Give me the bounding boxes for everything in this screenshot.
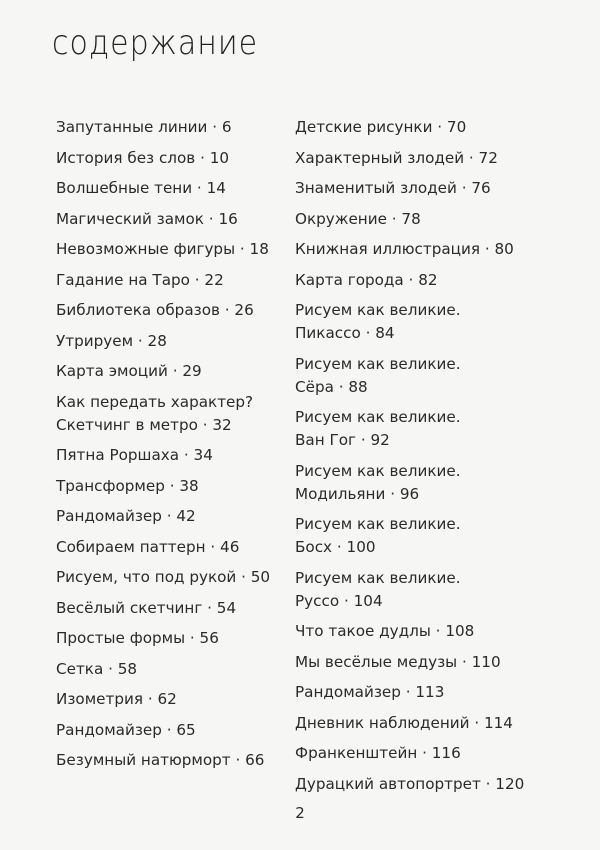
toc-entry-line: Характерный злодей · 72 [295, 148, 498, 167]
toc-entry-line: Что такое дудлы · 108 [295, 622, 475, 640]
toc-entry-line: Запутанные линии · 6 [56, 118, 232, 136]
toc-entry [295, 147, 535, 170]
toc-entry-line: Волшебные тени · 14 [56, 179, 226, 197]
toc-entry [56, 719, 286, 742]
toc-entry [295, 742, 535, 765]
toc-entry [56, 177, 286, 200]
toc-entry [295, 177, 535, 200]
toc-entry [56, 688, 286, 711]
toc-entry [295, 567, 535, 613]
toc-entry-line: Магический замок · 16 [56, 209, 238, 228]
toc-entry [295, 299, 535, 345]
toc-entry [295, 773, 535, 796]
toc-entry-line: Дурацкий автопортрет · 120 [295, 774, 525, 793]
toc-entry [295, 238, 535, 261]
toc-entry [56, 475, 286, 498]
toc-entry [295, 269, 535, 292]
toc-entry-line: Рисуем как великие. [295, 461, 461, 480]
toc-entry [56, 238, 286, 261]
toc-entry-line: Детские рисунки · 70 [295, 118, 467, 136]
toc-entry-line: Пикассо · 84 [295, 324, 395, 342]
toc-entry-line: История без слов · 10 [56, 148, 230, 167]
toc-entry-line: Сёра · 88 [295, 377, 368, 396]
toc-entry [295, 712, 535, 735]
toc-entry [56, 299, 286, 322]
toc-entry-line: Рисуем как великие. [295, 301, 461, 319]
toc-entry-line: Гадание на Таро · 22 [56, 270, 224, 289]
toc-entry-line: Книжная иллюстрация · 80 [295, 240, 514, 258]
toc-column-left [56, 116, 286, 780]
toc-entry [295, 620, 535, 643]
toc-entry [295, 651, 535, 674]
toc-entry-line: Окружение · 78 [295, 209, 421, 228]
toc-column-right [295, 116, 535, 803]
toc-entry-line: Рандомайзер · 65 [56, 720, 196, 739]
toc-entry-line: Собираем паттерн · 46 [56, 537, 240, 556]
toc-entry [295, 513, 535, 559]
toc-entry-line: Карта эмоций · 29 [56, 362, 202, 380]
toc-entry-line: Франкенштейн · 116 [295, 744, 461, 762]
toc-entry-line: Трансформер · 38 [56, 476, 199, 495]
toc-entry-line: Дневник наблюдений · 114 [295, 713, 513, 732]
toc-entry-line: Пятна Роршаха · 34 [56, 446, 213, 464]
toc-entry-line: Знаменитый злодей · 76 [295, 179, 491, 197]
toc-entry-line: Библиотека образов · 26 [56, 301, 254, 319]
toc-entry [295, 460, 535, 506]
toc-entry-line: Рандомайзер · 42 [56, 507, 196, 525]
toc-entry [56, 749, 286, 772]
toc-entry-line: Простые формы · 56 [56, 629, 219, 647]
toc-entry-line: Модильяни · 96 [295, 484, 420, 503]
toc-entry-line: Рисуем как великие. [295, 568, 461, 587]
toc-entry [56, 269, 286, 292]
toc-entry [56, 208, 286, 231]
toc-entry-line: Карта города · 82 [295, 270, 438, 289]
toc-entry [56, 597, 286, 620]
toc-entry [56, 147, 286, 170]
toc-entry [295, 681, 535, 704]
toc-entry [56, 566, 286, 589]
toc-entry-line: Рисуем как великие. [295, 354, 461, 373]
toc-entry-line: Как передать характер? [56, 392, 254, 411]
toc-entry [295, 208, 535, 231]
toc-entry-line: Невозможные фигуры · 18 [56, 240, 269, 258]
toc-entry-line: Весёлый скетчинг · 54 [56, 598, 237, 617]
toc-entry-line: Рисуем, что под рукой · 50 [56, 568, 271, 586]
toc-entry [295, 353, 535, 399]
toc-entry [56, 658, 286, 681]
toc-entry [56, 536, 286, 559]
toc-entry [56, 627, 286, 650]
toc-entry-line: Безумный натюрморт · 66 [56, 751, 265, 769]
toc-entry [56, 330, 286, 353]
toc-entry-line: Скетчинг в метро · 32 [56, 415, 232, 434]
toc-entry [295, 406, 535, 452]
toc-entry-line: Рисуем как великие. [295, 408, 461, 426]
page-title: содержание [52, 23, 259, 64]
toc-entry-line: Рандомайзер · 113 [295, 683, 445, 701]
toc-entry [56, 505, 286, 528]
toc-entry-line: Руссо · 104 [295, 591, 383, 610]
toc-entry [56, 391, 286, 437]
page-number: 2 [295, 804, 305, 822]
toc-entry-line: Босх · 100 [295, 538, 376, 556]
toc-entry-line: Утрируем · 28 [56, 331, 167, 350]
toc-entry [295, 116, 535, 139]
toc-entry [56, 360, 286, 383]
toc-entry-line: Изометрия · 62 [56, 690, 177, 708]
toc-entry-line: Рисуем как великие. [295, 515, 461, 533]
toc-entry-line: Мы весёлые медузы · 110 [295, 652, 501, 671]
toc-entry-line: Ван Гог · 92 [295, 431, 390, 449]
toc-entry [56, 444, 286, 467]
toc-entry-line: Сетка · 58 [56, 659, 138, 678]
toc-entry [56, 116, 286, 139]
